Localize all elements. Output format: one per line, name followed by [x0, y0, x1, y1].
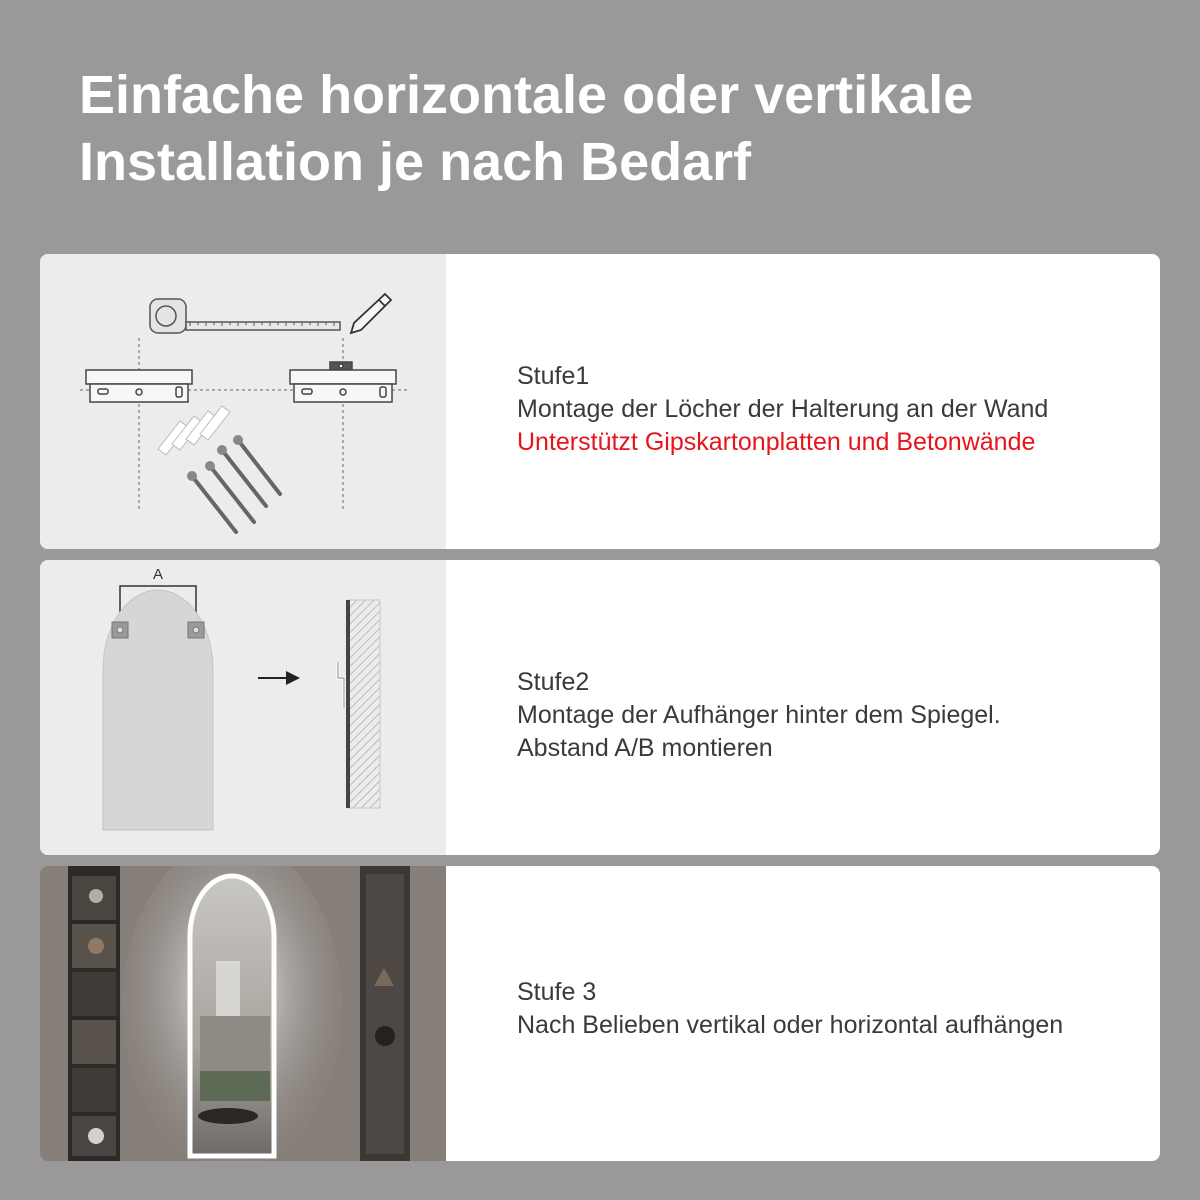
page-title-line-1: Einfache horizontale oder vertikale	[79, 65, 974, 125]
wall-bracket-right	[290, 370, 396, 402]
measuring-tape-bracket-screws-image	[40, 254, 446, 549]
step-3-card	[40, 866, 1160, 1161]
step-3-description: Nach Belieben vertikal oder horizontal aufhängen	[517, 1011, 1064, 1039]
lit-arched-mirror-room-photo	[40, 866, 446, 1161]
step-1-text	[517, 360, 1137, 459]
dimension-label: A	[152, 566, 164, 583]
page-title	[79, 62, 1159, 196]
step-2-illustration	[40, 560, 446, 855]
step-2-text	[517, 666, 1137, 765]
mirror-back-hangers-image	[40, 560, 446, 855]
step-2-card	[40, 560, 1160, 855]
hanger-right-icon	[188, 622, 204, 638]
step-1-card	[40, 254, 1160, 549]
shelf-left	[68, 866, 120, 1161]
step-2-description: Montage der Aufhänger hinter dem Spiegel.	[517, 701, 1001, 729]
step-1-illustration	[40, 254, 446, 549]
step-3-illustration	[40, 866, 446, 1161]
step-1-heading: Stufe1	[517, 362, 590, 390]
spirit-level-icon	[330, 362, 352, 370]
step-3-heading: Stufe 3	[517, 978, 597, 1006]
hanger-left-icon	[112, 622, 128, 638]
wall-bracket-left	[86, 370, 192, 402]
step-1-highlight: Unterstützt Gipskartonplatten und Betonwände	[517, 428, 1036, 456]
step-3-text	[517, 976, 1137, 1042]
step-2-heading: Stufe2	[517, 668, 590, 696]
step-2-description-2: Abstand A/B montieren	[517, 734, 773, 762]
tape-measure-icon	[150, 299, 340, 333]
pencil-icon	[351, 294, 391, 333]
screws-icon	[192, 440, 280, 532]
step-1-description: Montage der Löcher der Halterung an der Wand	[517, 395, 1049, 423]
arrow-right-icon	[258, 671, 300, 685]
wall-side-view	[338, 600, 380, 808]
shelf-right	[360, 866, 410, 1161]
page-title-line-2: Installation je nach Bedarf	[79, 132, 752, 192]
